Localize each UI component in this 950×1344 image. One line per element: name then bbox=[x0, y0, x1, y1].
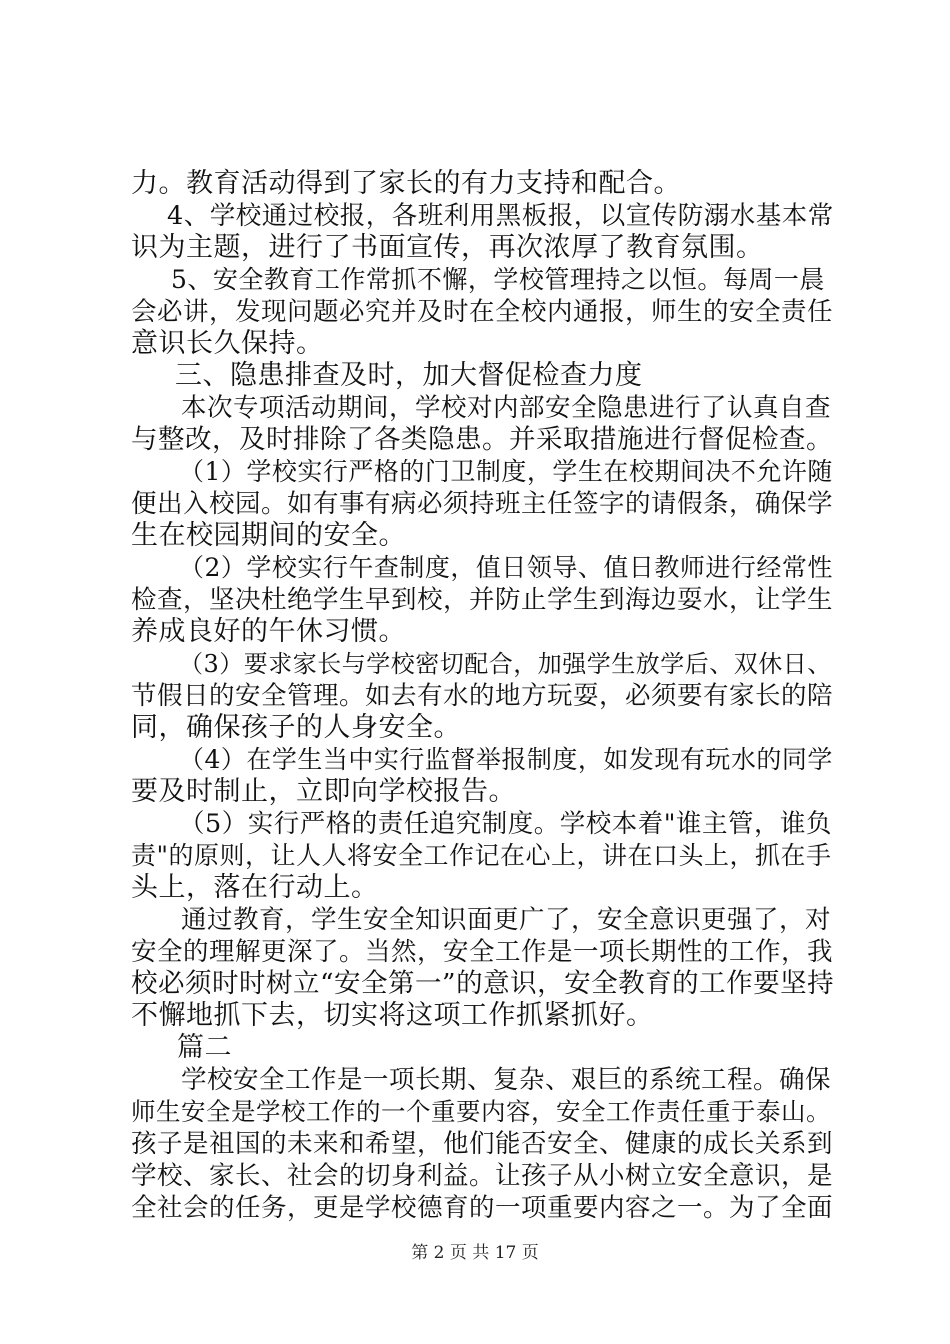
text-line: 便出入校园。如有事有病必须持班主任签字的请假条，确保学 bbox=[131, 489, 834, 519]
text-line: 节假日的安全管理。如去有水的地方玩耍，必须要有家长的陪 bbox=[131, 681, 834, 711]
page-footer: 第 2 页 共 17 页 bbox=[411, 1243, 539, 1263]
text-line: 校必须时时树立“安全第一”的意识，安全教育的工作要坚持 bbox=[131, 968, 835, 999]
text-line: 同，确保孩子的人身安全。 bbox=[131, 712, 461, 743]
text-line: 要及时制止，立即向学校报告。 bbox=[131, 776, 516, 807]
text-line: 不懈地抓下去，切实将这项工作抓紧抓好。 bbox=[131, 1000, 654, 1031]
text-line: 会必讲，发现问题必究并及时在全校内通报，师生的安全责任 bbox=[131, 297, 834, 327]
text-line: 安全的理解更深了。当然，安全工作是一项长期性的工作，我 bbox=[131, 937, 834, 967]
text-line: （2）学校实行午查制度，值日领导、值日教师进行经常性 bbox=[179, 553, 833, 582]
text-line: 孩子是祖国的未来和希望，他们能否安全、健康的成长关系到 bbox=[131, 1129, 834, 1159]
text-line: （5）实行严格的责任追究制度。学校本着"谁主管，谁负 bbox=[179, 809, 832, 839]
document-body bbox=[131, 168, 836, 1224]
text-line: 4、学校通过校报，各班利用黑板报，以宣传防溺水基本常 bbox=[167, 201, 834, 231]
text-line: 检查，坚决杜绝学生早到校，并防止学生到海边耍水，让学生 bbox=[131, 585, 834, 615]
text-line: 养成良好的午休习惯。 bbox=[131, 616, 406, 647]
text-line: 头上，落在行动上。 bbox=[131, 872, 379, 903]
text-line: 篇二 bbox=[177, 1032, 232, 1063]
text-line: 师生安全是学校工作的一个重要内容，安全工作责任重于泰山。 bbox=[131, 1097, 831, 1126]
text-line: 本次专项活动期间，学校对内部安全隐患进行了认真自查 bbox=[181, 393, 832, 423]
text-line: 通过教育，学生安全知识面更广了，安全意识更强了，对 bbox=[181, 905, 832, 935]
text-line: 责"的原则，让人人将安全工作记在心上，讲在口头上，抓在手 bbox=[131, 841, 832, 870]
text-line: 学校安全工作是一项长期、复杂、艰巨的系统工程。确保 bbox=[181, 1065, 832, 1095]
text-line: （3）要求家长与学校密切配合，加强学生放学后、双休日、 bbox=[179, 650, 832, 678]
text-line: （1）学校实行严格的门卫制度，学生在校期间决不允许随 bbox=[179, 457, 833, 486]
text-line: 全社会的任务，更是学校德育的一项重要内容之一。为了全面 bbox=[131, 1193, 834, 1223]
text-line: 三、隐患排查及时，加大督促检查力度 bbox=[175, 360, 643, 391]
text-line: 识为主题，进行了书面宣传，再次浓厚了教育氛围。 bbox=[131, 232, 764, 263]
text-line: 与整改，及时排除了各类隐患。并采取措施进行督促检查。 bbox=[131, 424, 833, 455]
text-line: 5、安全教育工作常抓不懈，学校管理持之以恒。每周一晨 bbox=[171, 265, 825, 294]
text-line: 生在校园期间的安全。 bbox=[131, 520, 406, 551]
text-line: 学校、家长、社会的切身利益。让孩子从小树立安全意识，是 bbox=[131, 1161, 834, 1191]
text-line: （4）在学生当中实行监督举报制度，如发现有玩水的同学 bbox=[179, 745, 833, 774]
text-line: 意识长久保持。 bbox=[131, 328, 324, 359]
text-line: 力。教育活动得到了家长的有力支持和配合。 bbox=[131, 168, 681, 199]
